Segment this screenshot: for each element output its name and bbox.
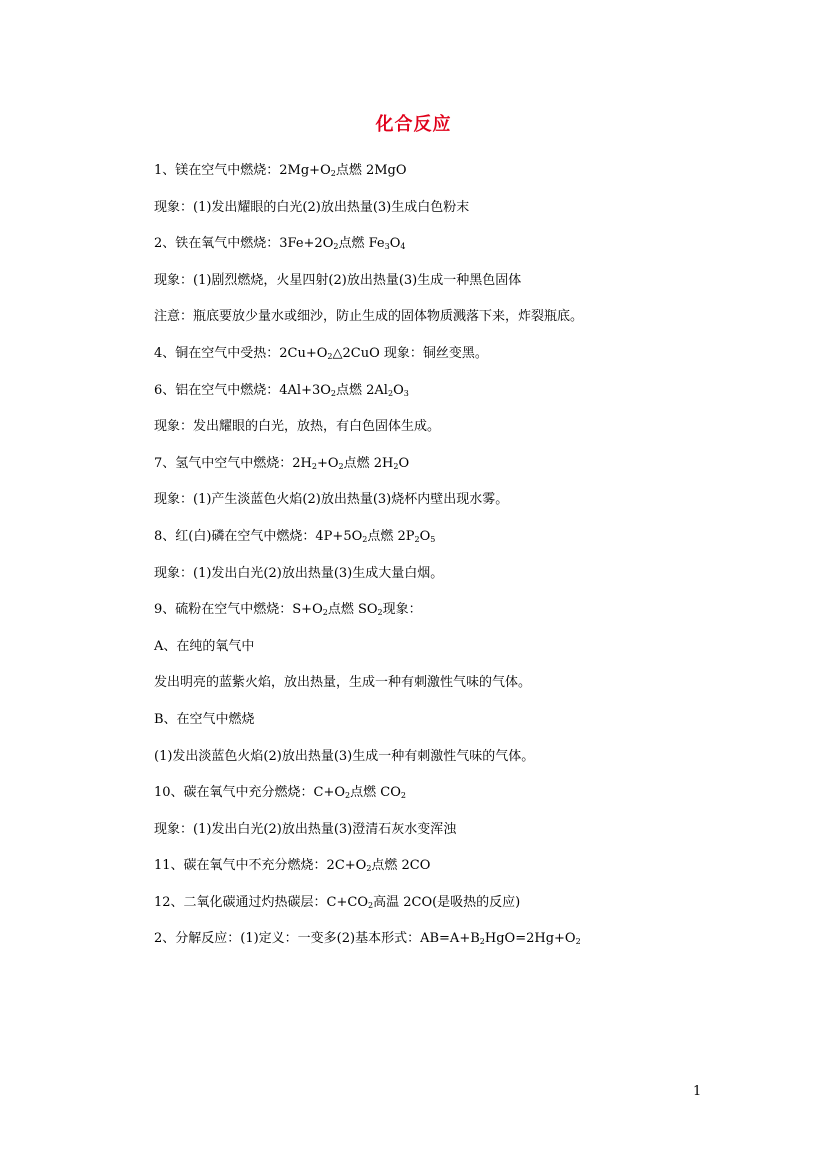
text-segment: 点燃 2P — [367, 528, 415, 544]
text-line — [154, 377, 714, 414]
text-segment: 2、铁在氧气中燃烧：3Fe+2O — [154, 236, 334, 252]
subscript: 2 — [362, 534, 368, 544]
subscript: 2 — [330, 388, 337, 398]
text-line — [154, 925, 714, 962]
subscript: 3 — [403, 388, 409, 398]
text-segment: (1)发出淡蓝色火焰(2)放出热量(3)生成一种有刺激性气味的气体。 — [154, 748, 535, 764]
text-segment: 点燃 2MgO — [335, 163, 407, 178]
subscript: 2 — [322, 608, 328, 618]
text-segment: 12、二氧化碳通过灼热碳层：C+CO — [154, 894, 368, 910]
text-segment: 9、硫粉在空气中燃烧：S+O — [154, 602, 323, 618]
text-line — [154, 816, 714, 853]
subscript: 2 — [330, 169, 336, 178]
text-line — [154, 852, 714, 889]
subscript: 2 — [368, 900, 374, 910]
subscript: 2 — [366, 864, 372, 874]
text-line — [154, 743, 714, 780]
text-segment: O — [398, 455, 410, 471]
text-segment: 现象：发出耀眼的白光，放热，有白色固体生成。 — [154, 419, 441, 435]
document-body — [154, 157, 714, 962]
page-number: 1 — [693, 1084, 702, 1099]
text-line — [154, 194, 714, 231]
subscript: 2 — [333, 242, 339, 252]
text-segment: 发出明亮的蓝紫火焰，放出热量，生成一种有刺激性气味的气体。 — [154, 675, 532, 691]
subscript: 2 — [327, 351, 333, 361]
text-segment: 11、碳在氧气中不充分燃烧：2C+O — [154, 858, 367, 874]
text-segment: 现象：(1)产生淡蓝色火焰(2)放出热量(3)烧杯内壁出现水雾。 — [154, 492, 509, 508]
text-line — [154, 889, 714, 926]
text-segment: 点燃 2Al — [336, 382, 388, 398]
text-segment: O — [419, 528, 431, 544]
text-segment: 现象：(1)发出耀眼的白光(2)放出热量(3)生成白色粉末 — [154, 199, 470, 215]
subscript: 2 — [575, 937, 581, 947]
text-line — [154, 157, 714, 194]
text-segment: 点燃 2H — [343, 455, 394, 471]
text-segment: 现象：(1)剧烈燃烧，火星四射(2)放出热量(3)生成一种黑色固体 — [154, 272, 522, 288]
text-line — [154, 706, 714, 743]
text-segment: 现象：(1)发出白光(2)放出热量(3)生成大量白烟。 — [154, 565, 444, 581]
text-segment: 2、分解反应：(1)定义：一变多(2)基本形式：AB=A+B — [154, 931, 480, 947]
text-segment: 高温 2CO(是吸热的反应) — [373, 894, 521, 910]
text-segment: 1、镁在空气中燃烧：2Mg+O — [154, 163, 331, 178]
subscript: 4 — [400, 242, 406, 252]
text-line — [154, 779, 714, 816]
subscript: 2 — [479, 937, 485, 947]
text-segment: A、在纯的氧气中 — [154, 638, 255, 654]
text-segment: 6、铝在空气中燃烧：4Al+3O — [154, 382, 331, 398]
text-segment: 点燃 CO — [350, 785, 401, 801]
text-segment: B、在空气中燃烧 — [154, 711, 255, 727]
text-segment: HgO=2Hg+O — [484, 931, 576, 947]
subscript: 3 — [384, 242, 390, 252]
text-segment: 4、铜在空气中受热：2Cu+O — [154, 345, 328, 361]
text-line — [154, 560, 714, 597]
text-line — [154, 303, 714, 340]
text-segment: 点燃 Fe — [338, 236, 385, 252]
text-segment: +O — [316, 455, 339, 471]
text-segment: O — [389, 236, 401, 252]
subscript: 2 — [377, 608, 383, 618]
subscript: 2 — [393, 461, 399, 471]
subscript: 5 — [430, 534, 436, 544]
subscript: 2 — [311, 461, 317, 471]
text-line — [154, 267, 714, 304]
subscript: 2 — [387, 388, 394, 398]
text-segment: △2CuO 现象：铜丝变黑。 — [332, 345, 488, 361]
text-line — [154, 669, 714, 706]
text-segment: 10、碳在氧气中充分燃烧：C+O — [154, 785, 346, 801]
text-line — [154, 230, 714, 267]
text-line — [154, 596, 714, 633]
text-line — [154, 523, 714, 560]
document-title: 化合反应 — [375, 114, 452, 135]
subscript: 2 — [345, 791, 351, 801]
text-segment: 注意：瓶底要放少量水或细沙，防止生成的固体物质溅落下来，炸裂瓶底。 — [154, 309, 584, 325]
subscript: 2 — [338, 461, 344, 471]
text-segment: 7、氢气中空气中燃烧：2H — [154, 455, 312, 471]
text-segment: 点燃 2CO — [371, 858, 431, 874]
text-line — [154, 633, 714, 670]
subscript: 2 — [400, 791, 406, 801]
text-segment: 现象： — [382, 602, 422, 618]
text-segment: 8、红(白)磷在空气中燃烧：4P+5O — [154, 528, 363, 544]
text-line — [154, 486, 714, 523]
text-line — [154, 340, 714, 377]
text-segment: 点燃 SO — [327, 602, 378, 618]
text-segment: 现象：(1)发出白光(2)放出热量(3)澄清石灰水变浑浊 — [154, 821, 457, 837]
subscript: 2 — [414, 534, 420, 544]
text-segment: O — [393, 382, 404, 398]
text-line — [154, 450, 714, 487]
text-line — [154, 413, 714, 450]
